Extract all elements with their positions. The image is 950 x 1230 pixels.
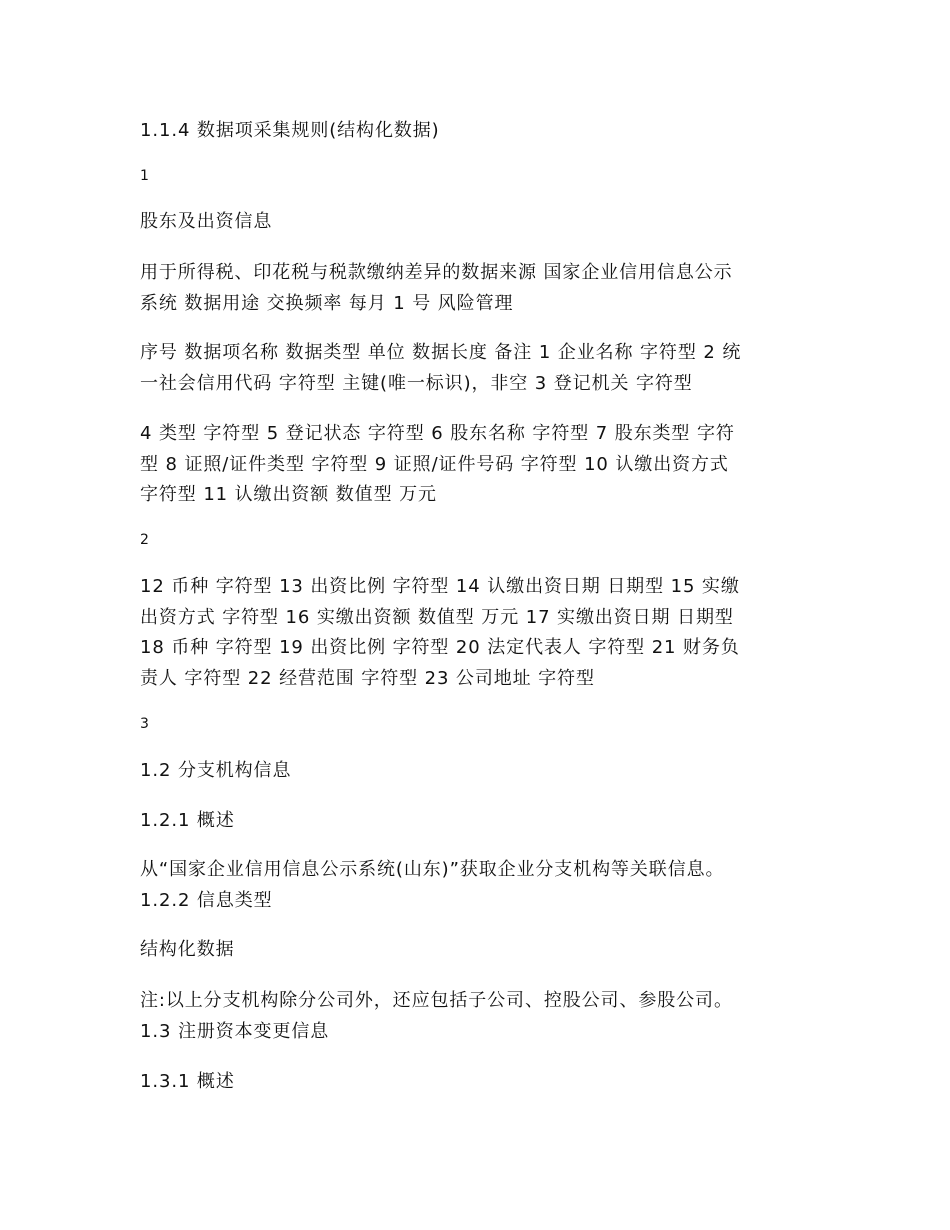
shareholder-info-title: 股东及出资信息 xyxy=(140,211,273,232)
paragraph-line: 注:以上分支机构除分公司外，还应包括子公司、控股公司、参股公司。 xyxy=(140,990,733,1011)
paragraph-line: 18 币种 字符型 19 出资比例 字符型 20 法定代表人 字符型 21 财务负 xyxy=(140,637,740,658)
paragraph-line: 从“国家企业信用信息公示系统(山东)”获取企业分支机构等关联信息。 xyxy=(140,859,725,880)
page-number-1: 1 xyxy=(140,168,149,184)
overview-paragraph xyxy=(140,855,820,916)
paragraph-line: 字符型 11 认缴出资额 数值型 万元 xyxy=(140,484,437,505)
paragraph-line: 用于所得税、印花税与税款缴纳差异的数据来源 国家企业信用信息公示 xyxy=(140,262,733,283)
note-paragraph xyxy=(140,986,820,1047)
data-items-paragraph-a xyxy=(140,338,820,399)
heading-text: 1.1.4 数据项采集规则(结构化数据) xyxy=(140,120,440,141)
page-number-2: 2 xyxy=(140,532,149,548)
paragraph-line: 型 8 证照/证件类型 字符型 9 证照/证件号码 字符型 10 认缴出资方式 xyxy=(140,453,729,475)
paragraph-line: 系统 数据用途 交换频率 每月 1 号 风险管理 xyxy=(140,292,514,314)
data-source-paragraph xyxy=(140,258,820,319)
paragraph-line: 12 币种 字符型 13 出资比例 字符型 14 认缴出资日期 日期型 15 实缴 xyxy=(140,576,740,597)
data-items-paragraph-b xyxy=(140,419,820,511)
paragraph-line: 一社会信用代码 字符型 主键(唯一标识)，非空 3 登记机关 字符型 xyxy=(140,372,693,394)
page-number-3: 3 xyxy=(140,716,149,732)
paragraph-line: 出资方式 字符型 16 实缴出资额 数值型 万元 17 实缴出资日期 日期型 xyxy=(140,606,734,628)
section-heading-1-1-4 xyxy=(140,116,820,147)
paragraph-line: 序号 数据项名称 数据类型 单位 数据长度 备注 1 企业名称 字符型 2 统 xyxy=(140,342,742,363)
section-heading-1-3: 1.3 注册资本变更信息 xyxy=(140,1020,330,1042)
structured-data-label: 结构化数据 xyxy=(140,939,235,960)
paragraph-line: 责人 字符型 22 经营范围 字符型 23 公司地址 字符型 xyxy=(140,667,595,689)
data-items-paragraph-c xyxy=(140,572,820,694)
paragraph-line: 4 类型 字符型 5 登记状态 字符型 6 股东名称 字符型 7 股东类型 字符 xyxy=(140,423,735,444)
section-heading-1-3-1: 1.3.1 概述 xyxy=(140,1071,235,1092)
section-heading-1-2: 1.2 分支机构信息 xyxy=(140,760,292,781)
section-heading-1-2-1: 1.2.1 概述 xyxy=(140,810,235,831)
section-heading-1-2-2: 1.2.2 信息类型 xyxy=(140,889,273,911)
